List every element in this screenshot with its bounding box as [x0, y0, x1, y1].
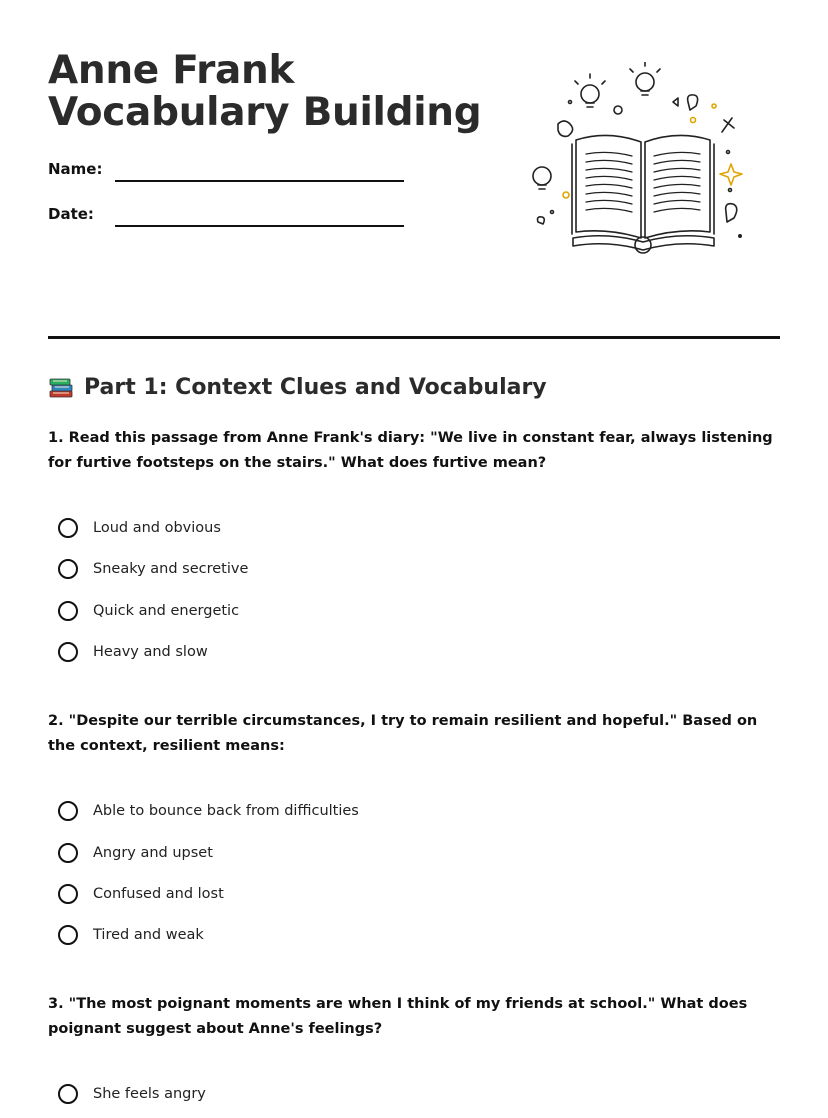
radio-button[interactable]	[58, 1084, 78, 1104]
option-label: Quick and energetic	[93, 603, 240, 619]
q3-option-1[interactable]	[58, 1081, 206, 1107]
section-divider	[48, 336, 780, 339]
radio-button[interactable]	[58, 642, 78, 662]
option-label: She feels angry	[93, 1086, 206, 1102]
q2-option-4[interactable]	[58, 922, 204, 948]
date-line[interactable]	[115, 225, 404, 227]
books-icon	[48, 374, 74, 400]
q1-option-3[interactable]	[58, 598, 239, 624]
name-label: Name:	[48, 160, 103, 178]
radio-button[interactable]	[58, 559, 78, 579]
q1-option-1[interactable]	[58, 515, 221, 541]
option-label: Sneaky and secretive	[93, 561, 249, 577]
open-book-illustration-icon	[528, 62, 758, 262]
radio-button[interactable]	[58, 518, 78, 538]
q1-option-2[interactable]	[58, 556, 248, 582]
radio-button[interactable]	[58, 601, 78, 621]
section-heading	[48, 374, 547, 400]
question-2: 2. "Despite our terrible circumstances, I try to remain resilient and hopeful." Based on the context, resilient means:	[48, 713, 758, 754]
option-label: Loud and obvious	[93, 520, 221, 536]
option-label: Able to bounce back from difficulties	[93, 803, 359, 819]
radio-button[interactable]	[58, 925, 78, 945]
option-label: Tired and weak	[93, 927, 204, 943]
q2-option-3[interactable]	[58, 881, 224, 907]
q2-option-2[interactable]	[58, 840, 213, 866]
name-line[interactable]	[115, 180, 404, 182]
radio-button[interactable]	[58, 843, 78, 863]
option-label: Confused and lost	[93, 886, 224, 902]
q2-option-1[interactable]	[58, 798, 359, 824]
date-label: Date:	[48, 205, 94, 223]
radio-button[interactable]	[58, 801, 78, 821]
option-label: Angry and upset	[93, 845, 213, 861]
page-title: Anne Frank Vocabulary Building	[48, 48, 482, 135]
option-label: Heavy and slow	[93, 644, 208, 660]
worksheet-page	[48, 0, 780, 1118]
question-1: 1. Read this passage from Anne Frank's diary: "We live in constant fear, always listening for furtive footsteps on the stairs." What does furtive mean?	[48, 430, 773, 471]
q1-option-4[interactable]	[58, 639, 208, 665]
question-3: 3. "The most poignant moments are when I think of my friends at school." What does poignant suggest about Anne's feelings?	[48, 996, 748, 1037]
radio-button[interactable]	[58, 884, 78, 904]
section-title: Part 1: Context Clues and Vocabulary	[84, 374, 547, 400]
